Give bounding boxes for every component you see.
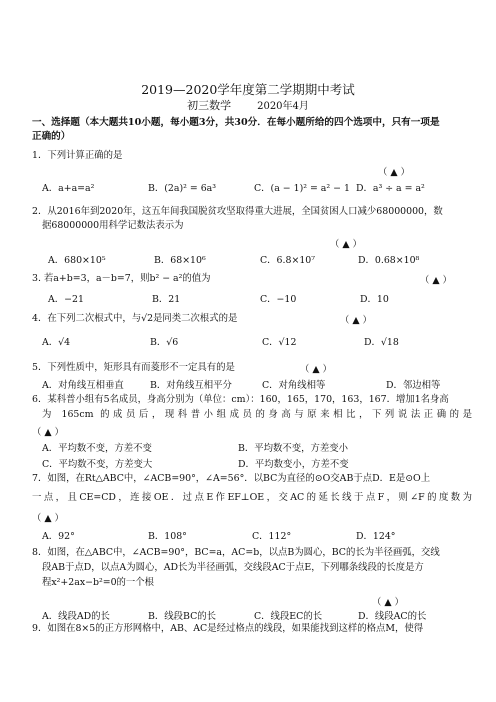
question-1-option-c: C．(a − 1)² = a² − 1 [254, 183, 350, 194]
question-8-option-d: D．线段AC的长 [358, 611, 427, 622]
question-7-option-d: D．124° [356, 531, 396, 542]
subject-label: 初三数学 [187, 99, 232, 112]
question-4-option-b: B．√6 [150, 337, 179, 348]
question-6-stem-line-1: 6．某科普小组有5名成员，身高分别为（单位：cm）：160，165，170，163，167．增加1名身高 [32, 394, 449, 405]
question-8-answer-blank: （ ▲ ） [372, 597, 404, 608]
question-9-stem: 9．如图在8×5的正方形网格中，AB、AC是经过格点的线段，如果能找到这样的格点M，使得 [32, 623, 424, 634]
question-3-option-c: C．−10 [260, 294, 297, 305]
question-6-option-c: C．平均数不变，方差变大 [42, 459, 153, 470]
question-2-option-c: C．6.8×10⁷ [260, 255, 316, 266]
exam-date: 2020年4月 [257, 101, 309, 112]
question-7-option-b: B．108° [148, 531, 187, 542]
question-5-option-a: A．对角线互相垂直 [42, 380, 124, 391]
question-5-option-b: B．对角线互相平分 [150, 380, 232, 391]
question-8-option-a: A．线段AD的长 [42, 611, 110, 622]
question-5-option-d: D．邻边相等 [386, 380, 441, 391]
question-3-option-a: A．−21 [48, 294, 84, 305]
question-4-answer-blank: （ ▲ ） [340, 315, 372, 326]
question-1-option-a: A．a+a=a² [42, 183, 95, 194]
question-1-stem: 1．下列计算正确的是 [32, 150, 123, 161]
question-6-answer-blank: （ ▲ ） [32, 427, 64, 438]
exam-subtitle [0, 97, 496, 113]
question-6-stem-line-2: 为 165cm 的成员后，现科普小组成员的身高与原来相比，下列说法正确的是 [42, 409, 472, 420]
question-2-option-d: D．0.68×10⁸ [358, 255, 420, 266]
question-3-answer-blank: （ ▲ ） [420, 275, 452, 286]
question-2-option-a: A．680×10⁵ [48, 255, 106, 266]
question-3-stem: 3. 若a+b=3，a－b=7，则b² − a²的值为 [32, 273, 211, 284]
section-heading-line-2: 正确的） [32, 131, 71, 142]
exam-title: 2019—2020学年度第二学期期中考试 [141, 82, 355, 97]
question-5-answer-blank: （ ▲ ） [300, 364, 332, 375]
question-5-stem: 5．下列性质中，矩形具有而菱形不一定具有的是 [32, 362, 235, 373]
question-4-option-d: D．√18 [364, 337, 399, 348]
section-heading [32, 116, 472, 144]
question-7-option-a: A．92° [42, 531, 75, 542]
question-4-option-c: C．√12 [262, 337, 297, 348]
question-8-option-b: B．线段BC的长 [148, 611, 217, 622]
question-7-stem-line-2: 一点，且CE=CD，连接OE．过点E作EF⊥OE，交AC的延长线于点F，则∠F的度数为 [32, 492, 472, 503]
question-6-option-d: D．平均数变小，方差不变 [238, 459, 349, 470]
question-4-option-a: A．√4 [42, 337, 71, 348]
question-8-stem-line-3: 程x²+2ax−b²=0的一个根 [42, 577, 155, 588]
question-1-option-b: B．(2a)² = 6a³ [148, 183, 217, 194]
question-2-answer-blank: （ ▲ ） [330, 239, 362, 250]
question-3-option-d: D．10 [360, 294, 389, 305]
question-6-option-b: B．平均数不变，方差变小 [238, 443, 349, 454]
question-2-stem-line-2: 据68000000用科学记数法表示为 [42, 220, 184, 231]
question-2-stem-line-1: 2．从2016年到2020年，这五年间我国脱贫攻坚取得重大进展，全国贫困人口减少68000000，数 [32, 206, 443, 217]
question-5-option-c: C．对角线相等 [262, 380, 326, 391]
question-8-stem-line-1: 8．如图，在△ABC中，∠ACB=90°，BC=a，AC=b，以点B为圆心，BC的长为半径画弧，交线 [32, 547, 440, 558]
question-7-stem-line-1: 7．如图，在Rt△ABC中，∠ACB=90°，∠A=56°．以BC为直径的⊙O交AB于点D．E是⊙O上 [32, 473, 431, 484]
question-2-option-b: B．68×10⁶ [154, 255, 206, 266]
question-6-option-a: A．平均数不变，方差不变 [42, 443, 152, 454]
question-3-option-b: B．21 [152, 294, 181, 305]
question-8-stem-line-2: 段AB于点D，以点A为圆心，AD长为半径画弧，交线段AC于点E，下列哪条线段的长度是方 [42, 562, 424, 573]
section-heading-line-1: 一、选择题（本大题共10小题，每小题3分，共30分．在每小题所给的四个选项中，只有一项是 [32, 117, 440, 128]
question-1-option-d: D．a³ ÷ a = a² [356, 183, 425, 194]
question-4-stem: 4．在下列二次根式中，与√2是同类二次根式的是 [32, 313, 238, 324]
question-7-option-c: C．112° [252, 531, 292, 542]
question-8-option-c: C．线段EC的长 [254, 611, 323, 622]
question-7-answer-blank: （ ▲ ） [32, 513, 64, 524]
question-1-answer-blank: （ ▲ ） [378, 167, 410, 178]
